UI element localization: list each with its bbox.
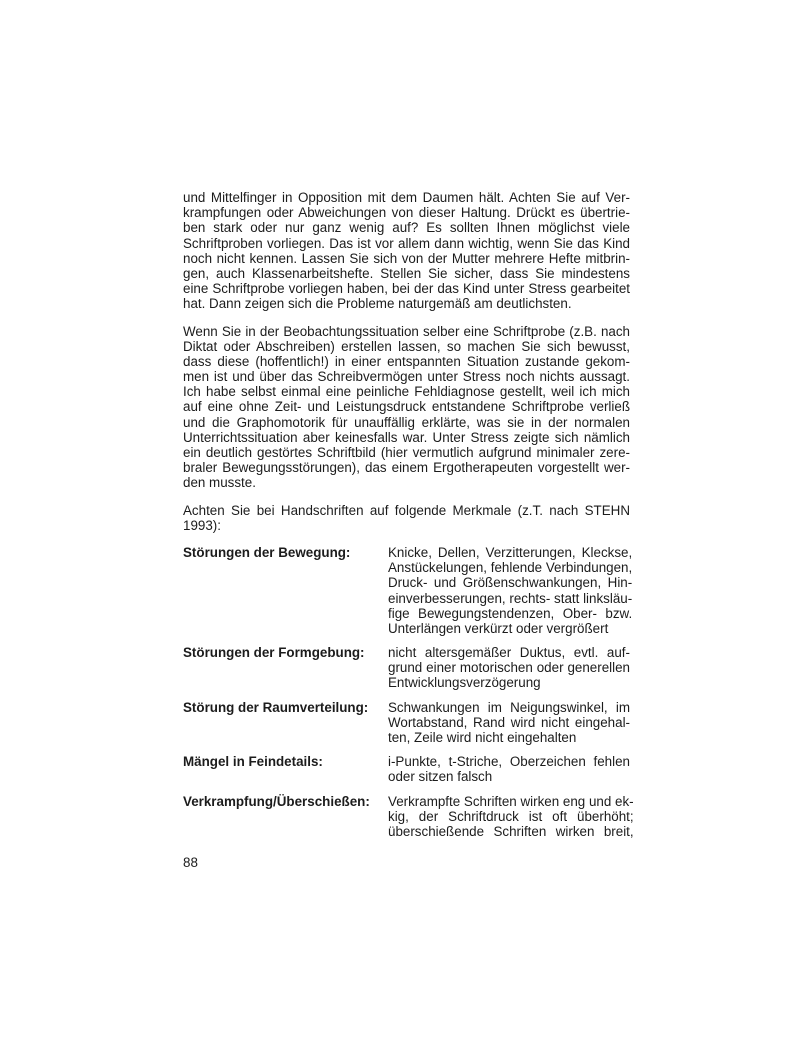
- text-line: fige Bewegungstendenzen, Ober- bzw.: [388, 605, 633, 621]
- feature-list: [183, 544, 634, 839]
- text-line: noch nicht kennen. Lassen Sie sich von der Mutter mehrere Hefte mitbrin-: [183, 250, 630, 266]
- page-content: [183, 190, 634, 848]
- feature-description: [388, 645, 630, 691]
- feature-term: Verkrampfung/Überschießen:: [183, 793, 370, 809]
- text-line: Knicke, Dellen, Verzitterungen, Kleckse,: [388, 544, 633, 560]
- text-line: Diktat oder Abschreiben) erstellen lassen, so machen Sie sich bewusst,: [183, 338, 630, 354]
- text-line: ten, Zeile wird nicht eingehalten: [388, 730, 577, 745]
- text-line: hat. Dann zeigen sich die Probleme naturgemäß am deutlichsten.: [183, 296, 572, 312]
- text-line: ben stark oder nur ganz wenig auf? Es sollten Ihnen möglichst viele: [183, 220, 630, 236]
- text-line: grund einer motorischen oder generellen: [388, 660, 630, 676]
- text-line: den musste.: [183, 475, 256, 491]
- text-line: einverbesserungen, rechts- statt linksläu-: [388, 590, 633, 606]
- text-line: braler Bewegungsstörungen), das einem Ergotherapeuten vorgestellt wer-: [183, 460, 630, 476]
- text-line: Ich habe selbst einmal eine peinliche Fehldiagnose gestellt, weil ich mich: [183, 384, 630, 400]
- text-line: ein deutlich gestörtes Schriftbild (hier vermutlich aufgrund minimaler zere-: [183, 445, 630, 460]
- text-line: oder sitzen falsch: [388, 769, 493, 785]
- paragraph: [183, 190, 630, 312]
- text-line: nicht altersgemäßer Duktus, evtl. auf-: [388, 645, 630, 661]
- text-line: Anstückelungen, fehlende Verbindungen,: [388, 560, 633, 576]
- feature-term: Störungen der Bewegung:: [183, 544, 351, 560]
- feature-description: [388, 545, 632, 636]
- text-line: 1993):: [183, 517, 221, 533]
- feature-row: [183, 700, 630, 746]
- text-line: auf eine ohne Zeit- und Leistungsdruck entstandene Schriftprobe verließ: [183, 399, 630, 415]
- feature-term: Mängel in Feindetails:: [183, 754, 323, 770]
- text-line: Druck- und Größenschwankungen, Hin-: [388, 575, 633, 591]
- feature-term: Störung der Raumverteilung:: [183, 699, 369, 715]
- text-line: Wenn Sie in der Beobachtungssituation selber eine Schriftprobe (z.B. nach: [183, 323, 630, 339]
- text-line: Achten Sie bei Handschriften auf folgende Merkmale (z.T. nach STEHN: [183, 502, 630, 518]
- text-line: dass diese (hoffentlich!) in einer entspannten Situation zustande gekom-: [183, 353, 630, 369]
- text-line: Verkrampfte Schriften wirken eng und ek-: [388, 793, 634, 809]
- paragraph: [183, 503, 630, 533]
- feature-description: [388, 794, 634, 840]
- text-line: Entwicklungsverzögerung: [388, 675, 541, 691]
- feature-row: [183, 754, 630, 784]
- text-line: Unterrichtssituation aber keinesfalls war. Unter Stress zeigte sich nämlich: [183, 429, 630, 445]
- text-line: Unterlängen verkürzt oder vergrößert: [388, 620, 609, 636]
- text-line: und die Graphomotorik für unauffällig erklärte, was sie in der normalen: [183, 414, 630, 430]
- feature-description: [388, 754, 630, 784]
- text-line: eine Schriftprobe vorliegen haben, bei der das Kind unter Stress gearbeitet: [183, 281, 630, 297]
- text-line: überschießende Schriften wirken breit,: [388, 823, 634, 839]
- text-line: und Mittelfinger in Opposition mit dem Daumen hält. Achten Sie auf Ver-: [183, 190, 630, 205]
- feature-row: [183, 645, 630, 691]
- feature-row: [183, 793, 634, 840]
- feature-row: [183, 544, 633, 636]
- feature-term: Störungen der Formgebung:: [183, 645, 365, 661]
- text-line: men ist und über das Schreibvermögen unter Stress noch nichts aussagt.: [183, 369, 630, 385]
- text-line: Schriftproben vorliegen. Das ist vor allem dann wichtig, wenn Sie das Kind: [183, 235, 630, 251]
- text-line: i-Punkte, t-Striche, Oberzeichen fehlen: [388, 754, 630, 770]
- feature-description: [388, 700, 630, 746]
- text-line: Schwankungen im Neigungswinkel, im: [388, 699, 630, 715]
- text-line: kig, der Schriftdruck ist oft überhöht;: [388, 808, 634, 824]
- text-line: gen, auch Klassenarbeitshefte. Stellen Sie sicher, dass Sie mindestens: [183, 265, 630, 281]
- text-line: krampfungen oder Abweichungen von dieser Haltung. Drückt es übertrie-: [183, 205, 630, 221]
- paragraph: [183, 324, 630, 491]
- text-line: Wortabstand, Rand wird nicht eingehal-: [388, 714, 630, 730]
- page-number: 88: [183, 855, 198, 870]
